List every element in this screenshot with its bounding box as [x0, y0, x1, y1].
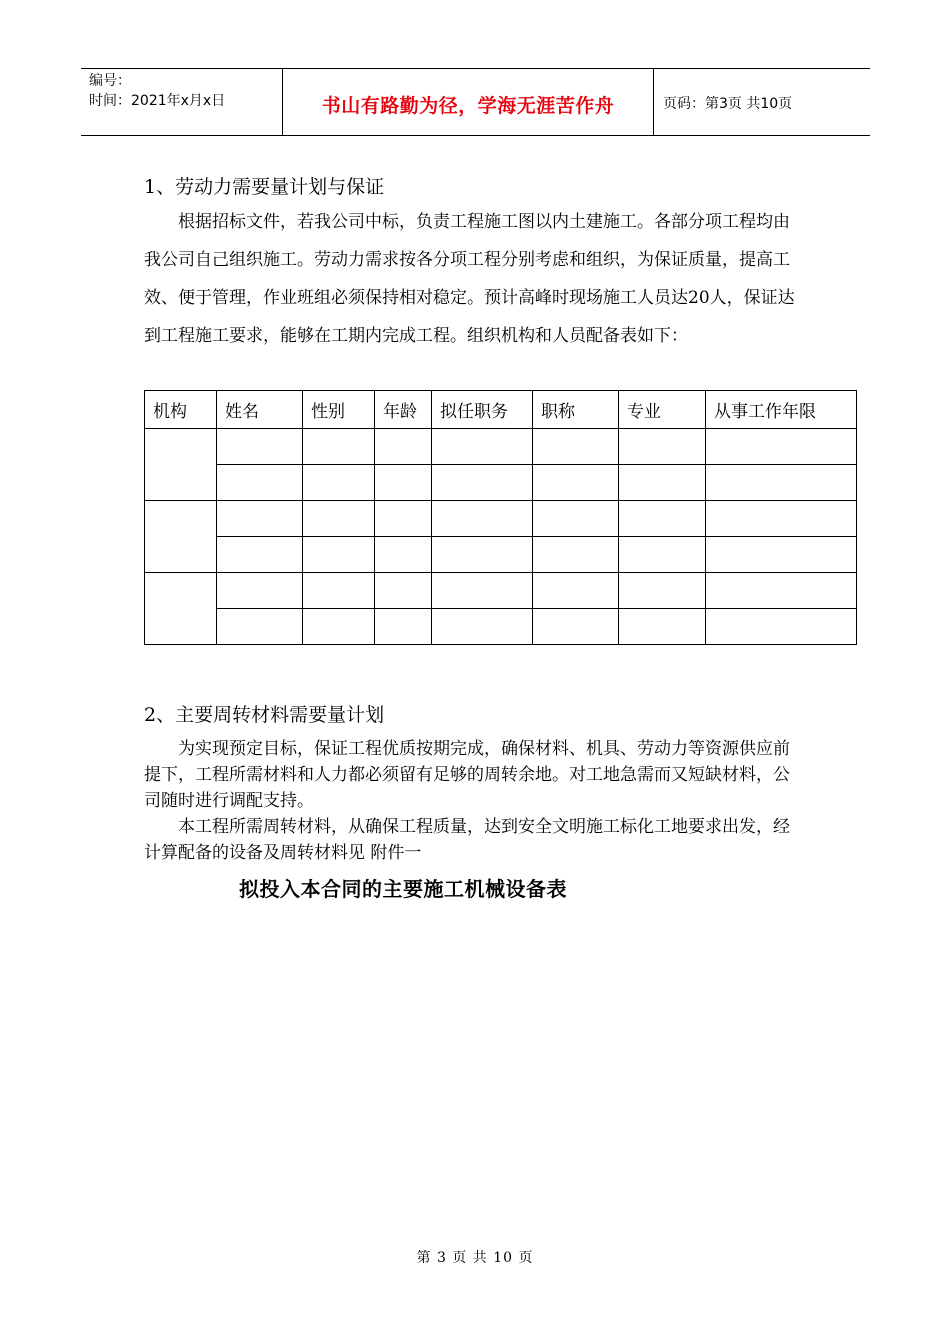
- table-header-row: [145, 391, 857, 429]
- table-cell: [432, 609, 533, 645]
- table-cell: [619, 573, 706, 609]
- table-cell: [375, 609, 432, 645]
- table-cell: [619, 501, 706, 537]
- org-cell: [145, 429, 217, 501]
- table-cell: [303, 501, 375, 537]
- table-cell: [375, 465, 432, 501]
- org-cell: [145, 573, 217, 645]
- table-header-cell: 姓名: [217, 391, 303, 429]
- page-footer: 第 3 页 共 10 页: [416, 1250, 534, 1266]
- header-page-info: 页码：第3页 共10页: [663, 96, 793, 112]
- header-page-cell: [654, 69, 870, 135]
- table-cell: [706, 465, 857, 501]
- table-cell: [619, 465, 706, 501]
- table-cell: [533, 537, 619, 573]
- table-cell: [303, 429, 375, 465]
- table-cell: [432, 465, 533, 501]
- section2-heading: 2、主要周转材料需要量计划: [144, 704, 385, 726]
- table-cell: [706, 573, 857, 609]
- table-cell: [375, 501, 432, 537]
- table-cell: [533, 609, 619, 645]
- table-cell: [217, 501, 303, 537]
- table-cell: [217, 573, 303, 609]
- table-row: [145, 537, 857, 573]
- section2-paragraph-1: 为实现预定目标，保证工程优质按期完成，确保材料、机具、劳动力等资源供应前提下，工程所需材料和人力都必须留有足够的周转余地。对工地急需而又短缺材料，公司随时进行调配支持。: [144, 739, 790, 811]
- table-cell: [217, 537, 303, 573]
- table-header-cell: 拟任职务: [432, 391, 533, 429]
- table-cell: [619, 429, 706, 465]
- table-cell: [432, 573, 533, 609]
- table-header-cell: 专业: [619, 391, 706, 429]
- table-header-cell: 从事工作年限: [706, 391, 857, 429]
- table-cell: [217, 465, 303, 501]
- table-row: [145, 609, 857, 645]
- table-cell: [217, 429, 303, 465]
- table-cell: [303, 573, 375, 609]
- table-cell: [432, 429, 533, 465]
- table-cell: [533, 501, 619, 537]
- table-cell: [533, 573, 619, 609]
- table-cell: [303, 537, 375, 573]
- section2-paragraph-2: 本工程所需周转材料，从确保工程质量，达到安全文明施工标化工地要求出发，经计算配备的设备及周转材料见 附件一: [144, 817, 790, 863]
- org-cell: [145, 501, 217, 573]
- time-label: 时间：2021年x月x日: [89, 93, 226, 109]
- table-cell: [303, 465, 375, 501]
- table-header-cell: 年龄: [375, 391, 432, 429]
- personnel-table: [144, 390, 857, 645]
- table-header-cell: 职称: [533, 391, 619, 429]
- table-cell: [706, 609, 857, 645]
- table-header-cell: 机构: [145, 391, 217, 429]
- table-row: [145, 465, 857, 501]
- table-header-cell: 性别: [303, 391, 375, 429]
- section1-heading: 1、劳动力需要量计划与保证: [144, 176, 385, 198]
- header-motto-cell: [282, 69, 654, 135]
- table-cell: [533, 465, 619, 501]
- table-cell: [619, 609, 706, 645]
- table-cell: [375, 573, 432, 609]
- table-cell: [619, 537, 706, 573]
- table-cell: [706, 537, 857, 573]
- table-row: [145, 501, 857, 537]
- serial-label: 编号：: [89, 73, 131, 89]
- table-cell: [303, 609, 375, 645]
- table-cell: [706, 429, 857, 465]
- table-cell: [432, 501, 533, 537]
- header-meta: [81, 69, 282, 135]
- table-cell: [375, 429, 432, 465]
- table-cell: [533, 429, 619, 465]
- table-cell: [217, 609, 303, 645]
- table-row: [145, 429, 857, 465]
- table-cell: [375, 537, 432, 573]
- table-cell: [706, 501, 857, 537]
- header-motto: 书山有路勤为径，学海无涯苦作舟: [321, 95, 615, 117]
- table-row: [145, 573, 857, 609]
- equipment-table-title: 拟投入本合同的主要施工机械设备表: [239, 877, 567, 901]
- document-header: [81, 68, 870, 136]
- section1-paragraph: 根据招标文件，若我公司中标，负责工程施工图以内土建施工。各部分项工程均由我公司自己组织施工。劳动力需求按各分项工程分别考虑和组织，为保证质量，提高工效、便于管理，作业班组必须保持相对稳定。预计高峰时现场施工人员达20人，保证达到工程施工要求，能够在工期内完成工程。组织机构和人员配备表如下：: [144, 212, 795, 346]
- table-cell: [432, 537, 533, 573]
